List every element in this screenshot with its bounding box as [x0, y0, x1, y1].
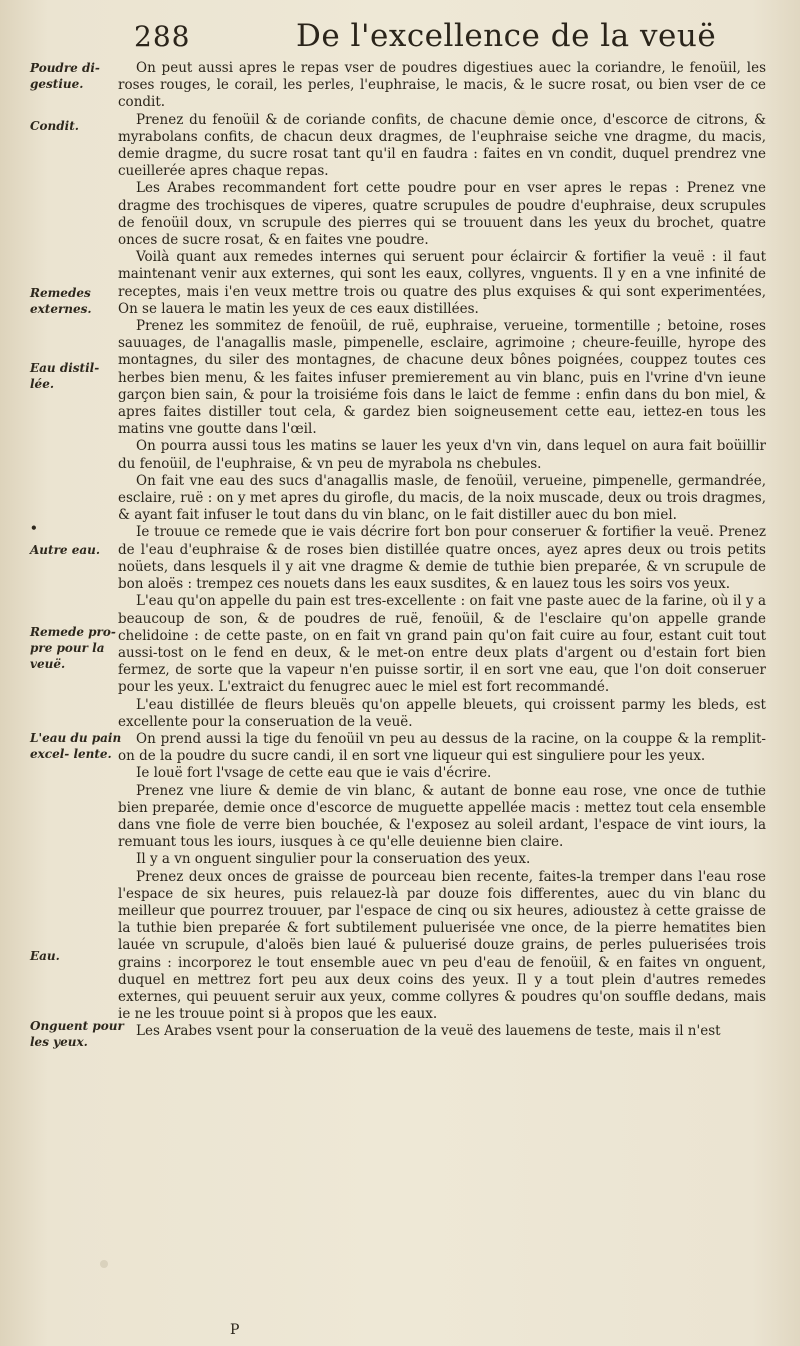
paragraph: Prenez vne liure & demie de vin blanc, & autant de bonne eau rose, vne once de tuthie bien preparée, demie once d'escorce de muguette appellée macis : mettez tout cela ensemble dans vne fiole de verre bien bouchée, & l'exposez au soleil ardant, l'espace de vint iours, la remuant tous les iours, iusques à ce qu'elle deuienne bien claire. — [118, 782, 766, 851]
sidenote-autre-eau: Autre eau. — [30, 543, 101, 557]
paragraph: Prenez du fenoüil & de coriande confits, de chacune demie once, d'escorce de citrons, & myrabolans confits, de chacun deux dragmes, de l'euphraise seiche vne dragme, du macis, demie dragme, du sucre rosat tant qu'il en faudra : faites en vn condit, duquel prendrez vne cueillerée apres chaque repas. — [118, 111, 766, 180]
sidenote-eau-du-pain: L'eau du pain excel- lente. — [30, 731, 122, 761]
sidenote-poudre-digestive: Poudre di- gestiue. — [30, 61, 100, 91]
paragraph: Voilà quant aux remedes internes qui seruent pour éclaircir & fortifier la veuë : il faut maintenant venir aux externes, qui sont les eaux, collyres, vnguents. Il y en a vne infinité de receptes, mais i'en veux mettre trois ou quatre des plus exquises & qui sont experimentées, On se lauera le matin les yeux de ces eaux distillées. — [118, 249, 766, 317]
paragraph: Prenez deux onces de graisse de pourceau bien recente, faites-la tremper dans l'eau rose l'espace de six heures, puis relauez-là par douze fois differentes, auec du vin blanc du meilleur que pourrez trouuer, par l'espace de cinq ou six heures, adioustez à cette graisse de la tuthie bien preparée & fort subtilement puluerisée vne once, de la pierre hematites bien lauée vn scrupule, d'aloës bien laué & puluerisé douze grains, de perles puluerisées trois grains : incorporez le tout ensemble auec vn peu d'eau de fenoüil, & en faites vn onguent, duquel en mettrez fort peu aux deux coins des yeux. Il y a tout plein d'autres remedes externes, qui peuuent seruir aux yeux, comme collyres & poudres qu'on souffle dedans, mais ie ne les trouue point si à propos que les eaux. — [118, 868, 766, 1023]
paragraph: L'eau qu'on appelle du pain est tres-excellente : on fait vne paste auec de la farine, où il y a beaucoup de son, & de poudres de ruë, fenoüil, & de l'esclaire qu'on appelle grande chelidoine : de cette paste, on en fait vn grand pain qu'on fait cuire au four, estant cuit tout aussi-tost on le fend en deux, & le met-on entre deux plats d'argent ou d'estain fort bien fermez, de sorte que la vapeur n'en puisse sortir, il en sort vne eau, que l'on doit conseruer pour les yeux. L'extraict du fenugrec auec le miel est fort recommandé. — [118, 593, 766, 696]
sidenote-mark: • — [30, 521, 38, 535]
running-head: De l'excellence de la veuë — [296, 18, 717, 54]
margin-notes — [0, 0, 130, 1346]
sidenote-remedes-externes: Remedes externes. — [30, 286, 92, 316]
paragraph: Les Arabes recommandent fort cette poudre pour en vser apres le repas : Prenez vne dragme des trochisques de viperes, quatre scrupules de poudre d'euphraise, deux scrupules de fenoüil doux, vn scrupule des pierres qui se trouuent dans les yeux du brochet, quatre onces de sucre rosat, & en faites vne poudre. — [118, 180, 766, 249]
paragraph: Ie louë fort l'vsage de cette eau que ie vais d'écrire. — [136, 765, 492, 782]
paragraph: On fait vne eau des sucs d'anagallis masle, de fenoüil, verueine, pimpenelle, germandrée, esclaire, ruë : on y met apres du girofle, du macis, de la noix muscade, deux ou trois dragmes, & ayant fait infuser le tout dans du vin blanc, on le fait distiller auec du bon miel. — [118, 472, 766, 524]
sidenote-eau-distillee: Eau distil- lée. — [30, 361, 100, 391]
paragraph: Prenez les sommitez de fenoüil, de ruë, euphraise, verueine, tormentille ; betoine, roses sauuages, de l'anagallis masle, pimpenelle, esclaire, agrimoine ; cheure-feuille, hyrope des montagnes, du siler des montagnes, de chacune deux bônes poignées, couppez toutes ces herbes bien menu, & les faites infuser premierement au vin blanc, puis en l'vrine d'vn ieune garçon bien sain, & pour la troisiéme fois dans le laict de femme : enfin dans du bon miel, & apres faites distiller tout cela, & gardez bien soigneusement cette eau, iettez-en tous les matins vne goutte dans l'œil. — [118, 318, 766, 438]
paragraph: On peut aussi apres le repas vser de poudres digestiues auec la coriandre, le fenoüil, les roses rouges, le corail, les perles, l'euphraise, le macis, & le sucre rosat, ou bien vser de ce condit. — [118, 60, 766, 111]
body-text — [118, 60, 766, 1041]
paragraph: L'eau distillée de fleurs bleuës qu'on appelle bleuets, qui croissent parmy les bleds, est excellente pour la conseruation de la veuë. — [118, 696, 766, 730]
paragraph: Les Arabes vsent pour la conseruation de la veuë des lauemens de teste, mais il n'est — [136, 1023, 721, 1040]
paragraph: On pourra aussi tous les matins se lauer les yeux d'vn vin, dans lequel on aura fait boüillir du fenoüil, de l'euphraise, & vn peu de myrabola ns chebules. — [118, 438, 766, 472]
sidenote-eau: Eau. — [30, 949, 60, 963]
paragraph: On prend aussi la tige du fenoüil vn peu au dessus de la racine, on la couppe & la remplit-on de la poudre du sucre candi, il en sort vne liqueur qui est singuliere pour les yeux. — [118, 730, 766, 765]
sidenote-remede-propre: Remede pro- pre pour la veuë. — [30, 625, 116, 671]
paragraph: Ie trouue ce remede que ie vais décrire fort bon pour conseruer & fortifier la veuë. Prenez de l'eau d'euphraise & de roses bien distillée quatre onces, ayez apres deux ou trois petits noüets, dans lesquels il y ait vne dragme & demie de tuthie bien preparée, & vn scrupule de bon aloës : trempez ces nouets dans les eaux susdites, & en lauez tous les soirs vos yeux. — [118, 524, 766, 593]
sidenote-onguent: Onguent pour les yeux. — [30, 1019, 124, 1049]
signature-mark: P — [230, 1322, 240, 1338]
paragraph: Il y a vn onguent singulier pour la conseruation des yeux. — [136, 851, 531, 868]
sidenote-condit: Condit. — [30, 119, 79, 133]
page-number: 288 — [134, 20, 191, 53]
